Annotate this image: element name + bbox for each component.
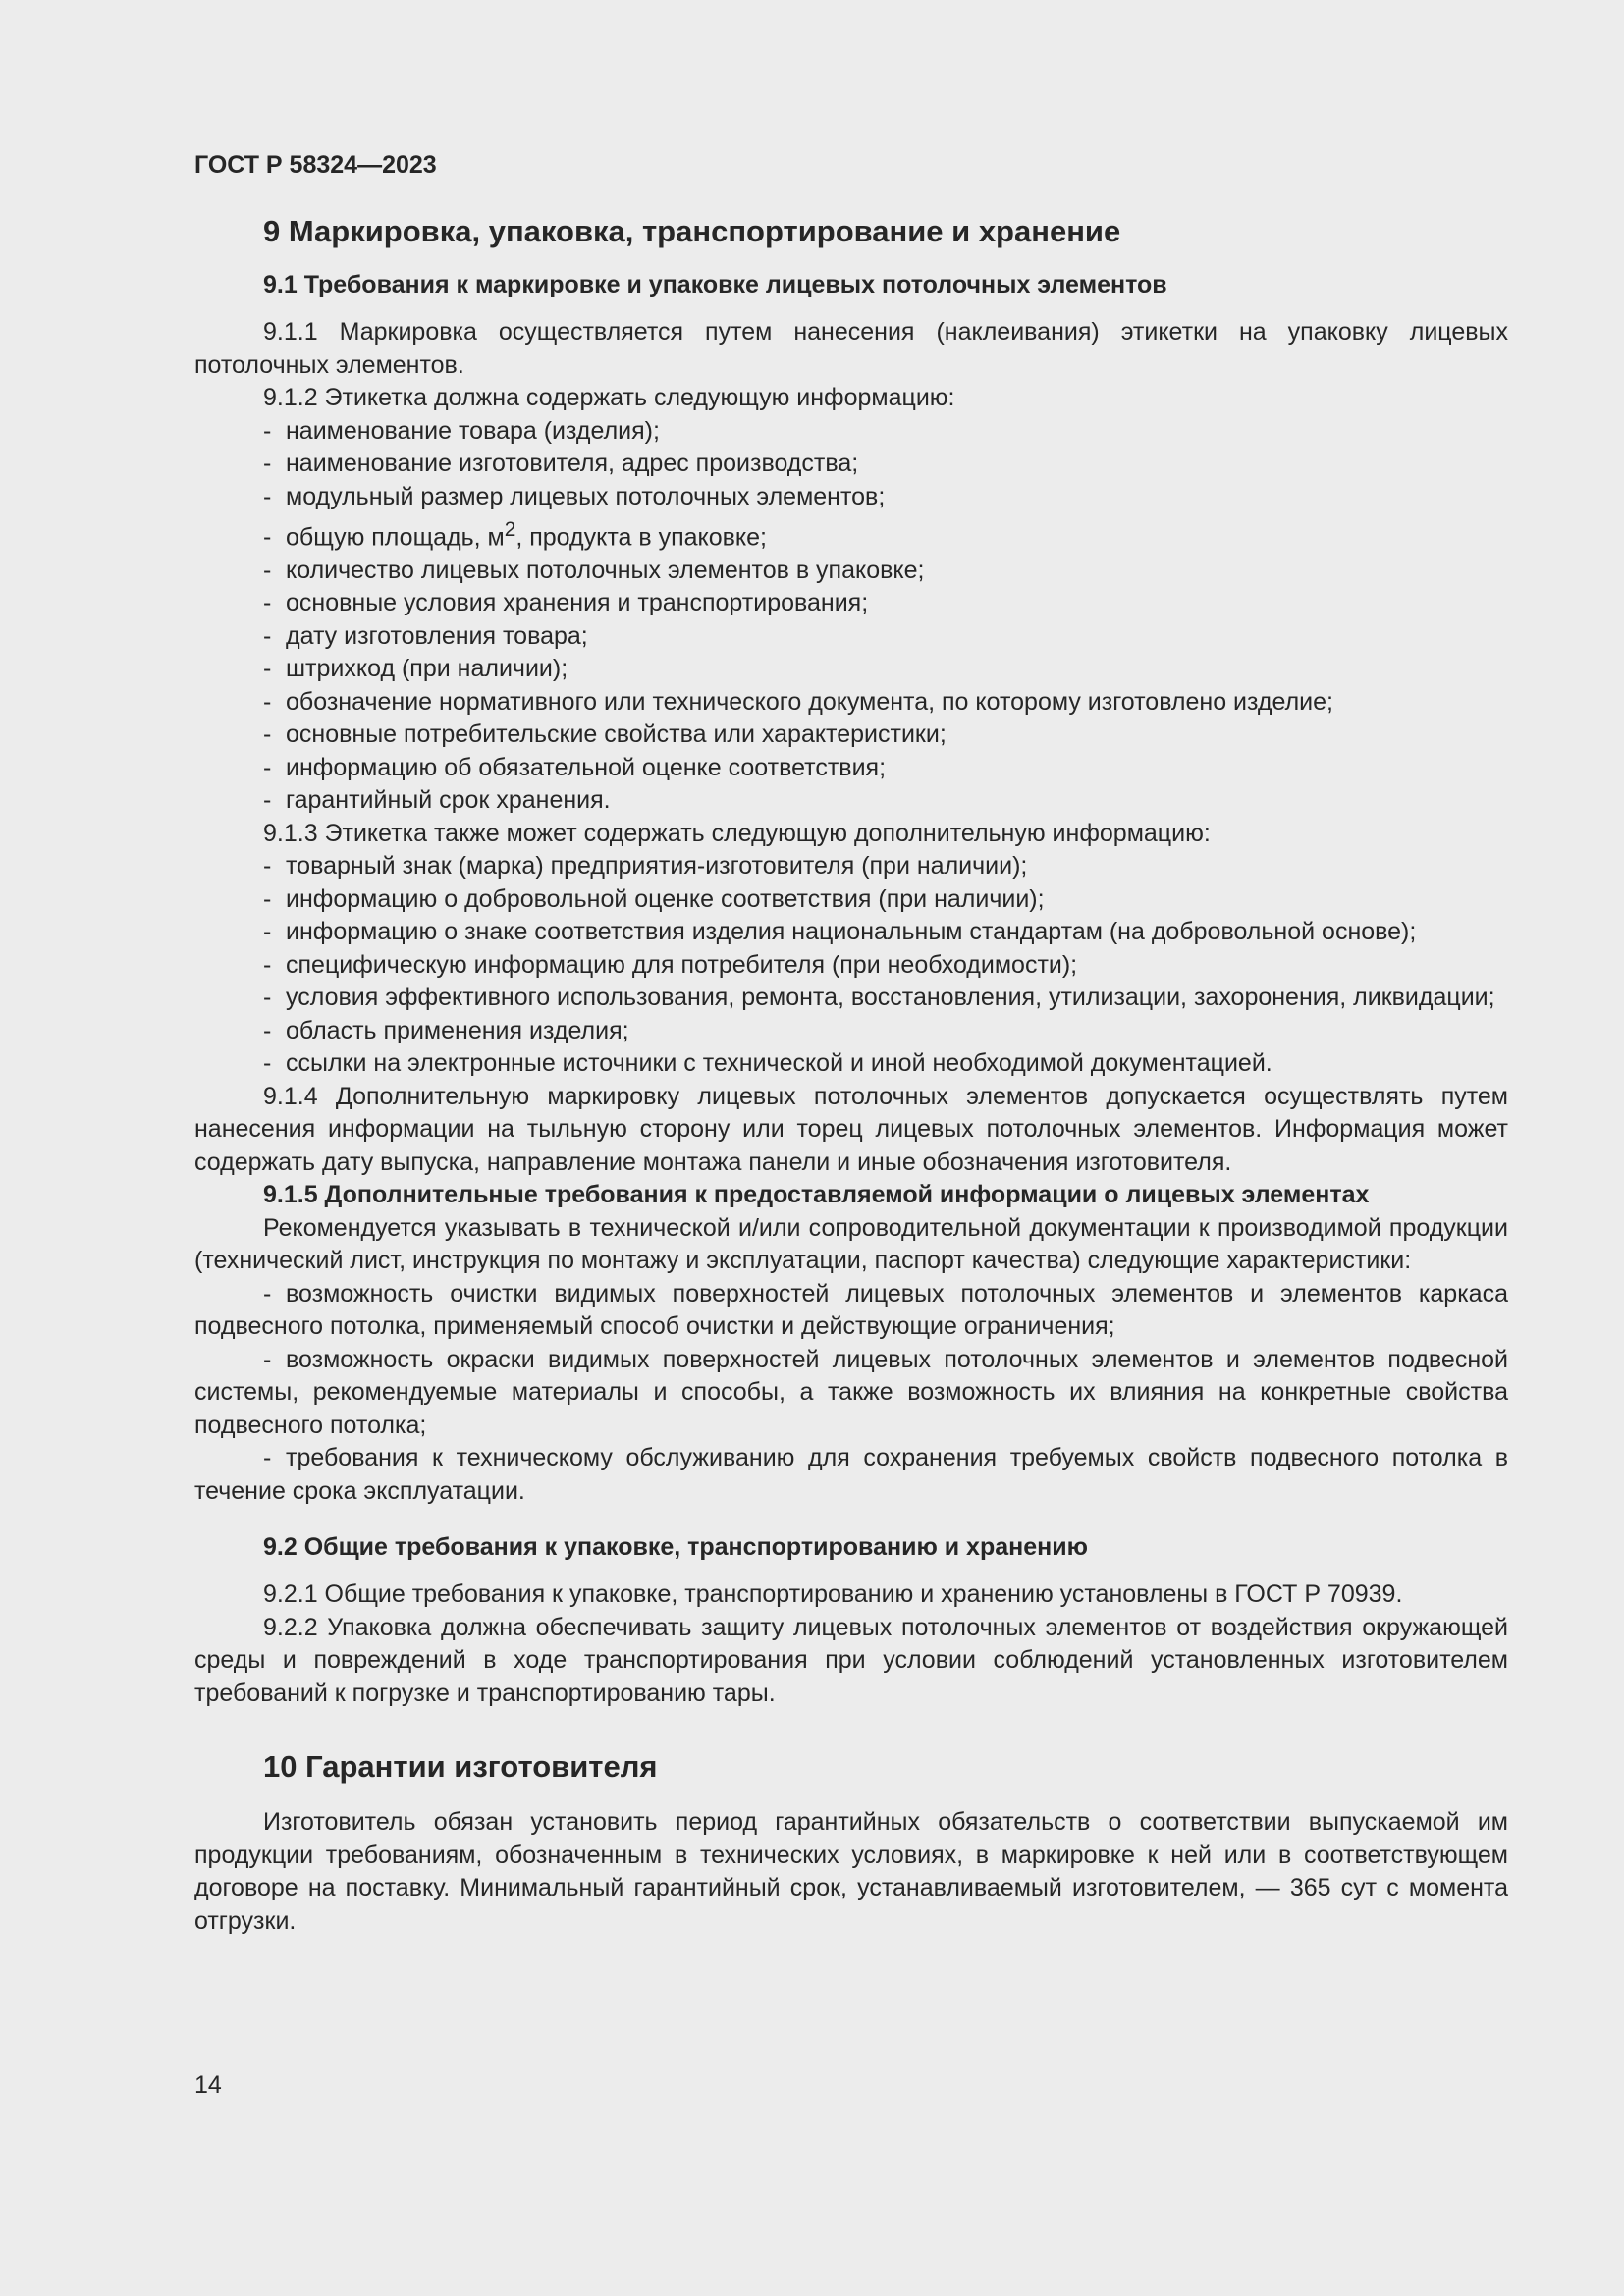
list-item-text: условия эффективного использования, ремонта, восстановления, утилизации, захоронения, ликвидации; (286, 984, 1495, 1012)
list-item-text: наименование изготовителя, адрес производства; (286, 450, 859, 477)
section-9-title: 9 Маркировка, упаковка, транспортирование и хранение (263, 214, 1121, 248)
dash-marker: - (263, 884, 272, 913)
dash-marker: - (263, 416, 272, 445)
dash-marker: - (263, 589, 272, 617)
dash-marker: - (263, 482, 272, 510)
list-item (194, 686, 1508, 720)
list-item-text: информацию о знаке соответствия изделия национальным стандартам (на добровольной основе); (286, 918, 1417, 946)
area-text-end: , продукта в упаковке; (515, 523, 767, 552)
paragraph-9-1-1: 9.1.1 Маркировка осуществляется путем нанесения (наклеивания) этикетки на упаковку лицевых потолочных элементов. (194, 318, 1508, 379)
section-10-title: 10 Гарантии изготовителя (263, 1749, 658, 1785)
list-item (194, 982, 1508, 1015)
list-item (194, 513, 1508, 555)
dash-marker: - (263, 1016, 272, 1044)
paragraph-9-1-4: 9.1.4 Дополнительную маркировку лицевых потолочных элементов допускается осуществлять путем нанесения информации на тыльную сторону или торец лицевых потолочных элементов. Информация может содержать дату выпуска, направление монтажа панели и иные обозначения изготовителя. (194, 1082, 1508, 1176)
dash-marker: - (263, 556, 272, 584)
paragraph-9-2-1: 9.2.1 Общие требования к упаковке, транспортированию и хранению установлены в ГОСТ Р 70939. (263, 1580, 1403, 1609)
list-item (194, 587, 1508, 620)
list-item (194, 784, 1508, 818)
dash-marker: - (263, 852, 272, 881)
list-item-text: штрихкод (при наличии); (286, 655, 568, 683)
list-item (194, 1047, 1508, 1081)
dash-marker: - (263, 1049, 272, 1078)
list-item (194, 719, 1508, 752)
paragraph-9-1-2: 9.1.2 Этикетка должна содержать следующую информацию: (263, 384, 955, 411)
list-item (194, 883, 1508, 917)
list-item (194, 916, 1508, 949)
area-text: общую площадь, м (286, 523, 505, 552)
list-item (194, 1278, 1508, 1344)
paragraph-9-1-3: 9.1.3 Этикетка также может содержать следующую дополнительную информацию: (263, 819, 1211, 847)
subsection-9-2-title: 9.2 Общие требования к упаковке, транспортированию и хранению (263, 1533, 1088, 1562)
dash-marker: - (263, 950, 272, 979)
list-item-text: информацию об обязательной оценке соответствия; (286, 753, 887, 781)
list-item-text: основные условия хранения и транспортирования; (286, 589, 869, 617)
list-item-text: гарантийный срок хранения. (286, 786, 611, 815)
document-id: ГОСТ Р 58324—2023 (194, 151, 437, 179)
page-number: 14 (194, 2071, 222, 2099)
list-item (194, 850, 1508, 883)
list-item (194, 949, 1508, 983)
dash-marker: - (263, 523, 272, 552)
dash-marker: - (263, 621, 272, 650)
dash-marker: - (263, 1345, 272, 1373)
list-item-text: информацию о добровольной оценке соответствия (при наличии); (286, 884, 1045, 913)
paragraph-10: Изготовитель обязан установить период гарантийных обязательств о соответствии выпускаемой им продукции требованиям, обозначенным в технических условиях, в маркировке к ней или в соответствующем договоре на поставку. Минимальный гарантийный срок, устанавливаемый изготовителем, — 365 сут с момента отгрузки. (194, 1808, 1508, 1935)
dash-marker: - (263, 721, 272, 749)
dash-marker: - (263, 687, 272, 716)
superscript-2: 2 (504, 518, 516, 541)
dash-marker: - (263, 753, 272, 781)
list-item (194, 620, 1508, 654)
dash-marker: - (263, 918, 272, 946)
list-item (194, 555, 1508, 588)
list-item-text: область применения изделия; (286, 1016, 629, 1044)
list-item-text: специфическую информацию для потребителя (при необходимости); (286, 950, 1078, 979)
subsection-9-1-title: 9.1 Требования к маркировке и упаковке лицевых потолочных элементов (263, 271, 1167, 298)
page-content (194, 145, 1508, 1938)
list-item (194, 653, 1508, 686)
list-item (194, 1344, 1508, 1443)
list-item-text: основные потребительские свойства или характеристики; (286, 721, 947, 749)
paragraph-9-1-5-title: 9.1.5 Дополнительные требования к предоставляемой информации о лицевых элементах (263, 1181, 1370, 1209)
dash-marker: - (263, 450, 272, 477)
list-item (194, 415, 1508, 449)
list-item (194, 752, 1508, 785)
list-item (194, 1442, 1508, 1508)
dash-marker: - (263, 984, 272, 1012)
list-item-text: количество лицевых потолочных элементов в упаковке; (286, 556, 925, 584)
list-item-text: наименование товара (изделия); (286, 416, 660, 445)
list-item (194, 1015, 1508, 1048)
list-item-text: требования к техническому обслуживанию для сохранения требуемых свойств подвесного потолка в течение срока эксплуатации. (194, 1444, 1508, 1505)
list-item-text: товарный знак (марка) предприятия-изготовителя (при наличии); (286, 852, 1028, 881)
dash-marker: - (263, 786, 272, 815)
list-item-text: дату изготовления товара; (286, 621, 588, 650)
dash-marker: - (263, 1279, 272, 1308)
list-item-text: обозначение нормативного или технического документа, по которому изготовлено изделие; (286, 687, 1333, 716)
list-item-text: модульный размер лицевых потолочных элементов; (286, 482, 886, 510)
list-item-text: возможность очистки видимых поверхностей лицевых потолочных элементов и элементов каркаса подвесного потолка, применяемый способ очистки и действующие ограничения; (194, 1279, 1508, 1341)
list-item-text: возможность окраски видимых поверхностей лицевых потолочных элементов и элементов подвесной системы, рекомендуемые материалы и способы, а также возможность их влияния на конкретные свойства подвесного потолка; (194, 1345, 1508, 1439)
paragraph-9-1-5: Рекомендуется указывать в технической и/или сопроводительной документации к производимой продукции (технический лист, инструкция по монтажу и эксплуатации, паспорт качества) следующие характеристики: (194, 1213, 1508, 1275)
list-item (194, 448, 1508, 481)
list-item (194, 481, 1508, 514)
paragraph-9-2-2: 9.2.2 Упаковка должна обеспечивать защиту лицевых потолочных элементов от воздействия окружающей среды и повреждений в ходе транспортирования при условии соблюдений установленных изготовителем требований к погрузке и транспортированию тары. (194, 1613, 1508, 1707)
dash-marker: - (263, 655, 272, 683)
dash-marker: - (263, 1444, 272, 1472)
list-item-text: ссылки на электронные источники с технической и иной необходимой документацией. (286, 1049, 1272, 1078)
